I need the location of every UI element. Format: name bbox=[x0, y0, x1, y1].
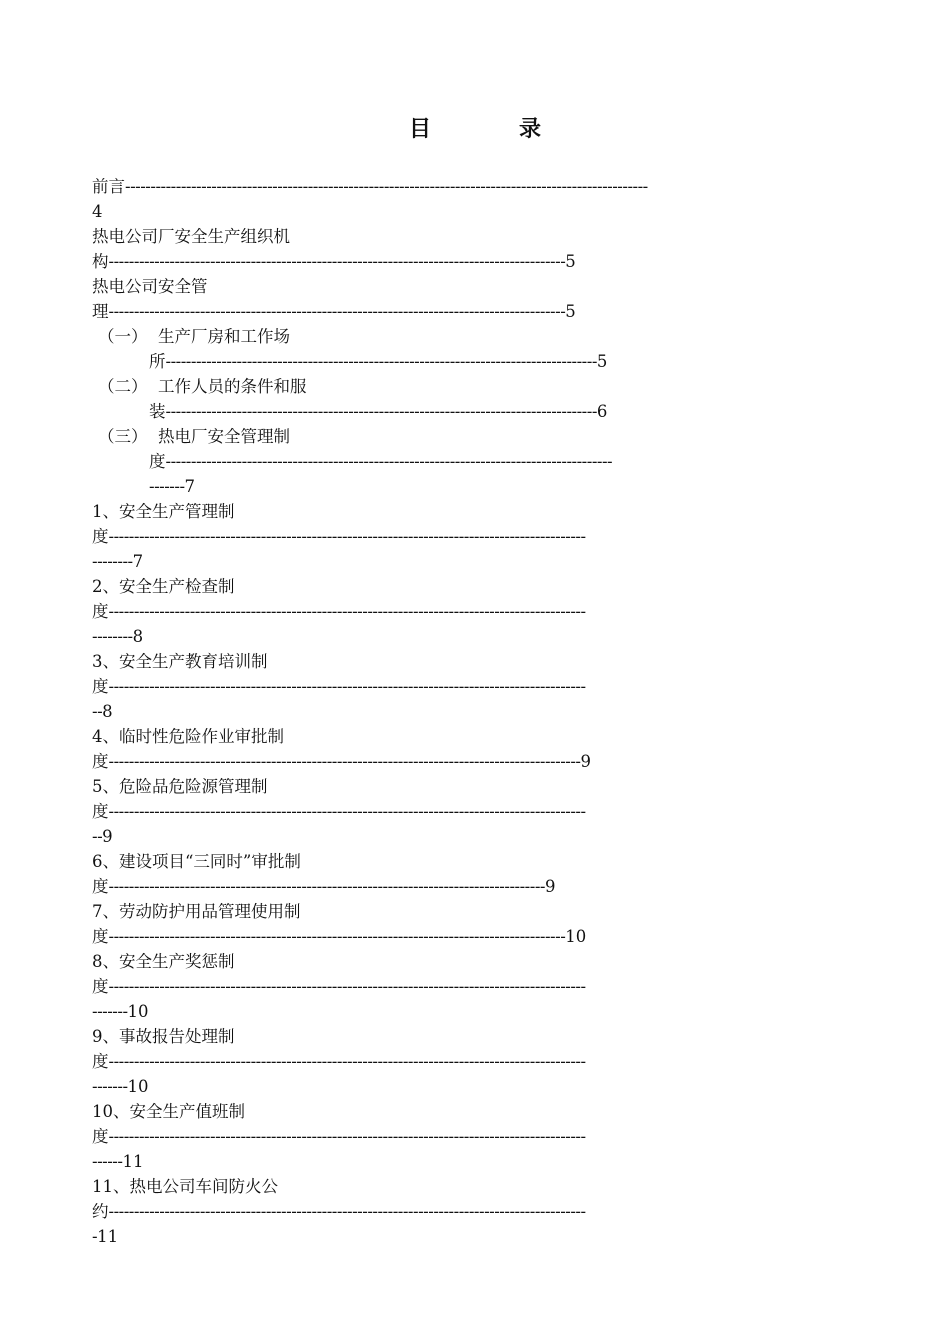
toc-entry-title: 4、临时性危险作业审批制 bbox=[92, 727, 284, 746]
leader-dots: ---------------------------------------------------------------------------------------------- bbox=[108, 1202, 586, 1221]
toc-entry-title: 热电厂安全管理制 bbox=[158, 427, 290, 446]
leader-dots: ---------------------------------------------------------------------------------------- bbox=[165, 452, 613, 471]
leader-dots: ---------------------------------------------------------------------------------------------- bbox=[108, 977, 586, 996]
toc-entry-title: 工作人员的条件和服 bbox=[158, 377, 307, 396]
leader-dots: ------ bbox=[92, 1152, 123, 1171]
toc-entry-title: 热电公司厂安全生产组织机 bbox=[92, 227, 290, 246]
toc-entry-9[interactable] bbox=[92, 1024, 862, 1049]
toc-entry-tail: 所 bbox=[149, 352, 166, 371]
toc-entry-tail: 度 bbox=[92, 877, 109, 896]
toc-page-number: 7 bbox=[184, 477, 196, 496]
toc-entry-tail: 度 bbox=[92, 1052, 109, 1071]
toc-entry-title: 6、建设项目“三同时”审批制 bbox=[92, 852, 301, 871]
toc-entry-3[interactable] bbox=[92, 649, 862, 674]
leader-dots: -------- bbox=[92, 552, 133, 571]
toc-entry-tail: 理 bbox=[92, 302, 109, 321]
leader-dots: ------- bbox=[149, 477, 185, 496]
toc-entry-tail: 度 bbox=[92, 602, 109, 621]
leader-dots: ------------------------------------------------------------------------------------- bbox=[165, 352, 597, 371]
leader-dots: - bbox=[92, 1227, 98, 1246]
toc-entry-tail: 度 bbox=[92, 752, 109, 771]
toc-page-number: 9 bbox=[102, 827, 113, 846]
toc-page-number: 4 bbox=[92, 202, 103, 221]
toc-entry-title: 9、事故报告处理制 bbox=[92, 1027, 235, 1046]
toc-entry-tail: 度 bbox=[92, 977, 109, 996]
toc-entry-tail: 构 bbox=[92, 252, 109, 271]
leader-dots: ------- bbox=[92, 1077, 128, 1096]
leader-dots: ------------------------------------------------------------------------------------------ bbox=[108, 302, 566, 321]
leader-dots: ------------------------------------------------------------------------------------------------------- bbox=[125, 177, 648, 196]
toc-page-number: 6 bbox=[596, 402, 608, 421]
toc-entry-tail: 度 bbox=[92, 1127, 109, 1146]
page-title bbox=[0, 112, 950, 143]
toc-entry-title: 5、危险品危险源管理制 bbox=[92, 777, 268, 796]
toc-entry-tail: 度 bbox=[92, 927, 109, 946]
leader-dots: -- bbox=[92, 702, 103, 721]
toc-entry-tail: 装 bbox=[149, 402, 166, 421]
toc-entry-4[interactable] bbox=[92, 724, 862, 749]
section-label: （三） bbox=[98, 427, 148, 446]
toc-page-number: 5 bbox=[565, 302, 576, 321]
toc-entry-tail: 度 bbox=[92, 677, 109, 696]
toc-entry-title: 热电公司安全管 bbox=[92, 277, 208, 296]
leader-dots: ---------------------------------------------------------------------------------------------- bbox=[108, 677, 586, 696]
leader-dots: ---------------------------------------------------------------------------------------------- bbox=[108, 1052, 586, 1071]
toc-entry-title: 生产厂房和工作场 bbox=[158, 327, 290, 346]
toc-page-number: 9 bbox=[580, 752, 591, 771]
toc-page-number: 11 bbox=[122, 1152, 144, 1171]
toc-entry-title: 3、安全生产教育培训制 bbox=[92, 652, 268, 671]
toc-entry-mgmt[interactable] bbox=[92, 274, 862, 299]
section-label: （一） bbox=[98, 327, 148, 346]
toc-entry-title: 前言 bbox=[92, 177, 125, 196]
leader-dots: ---------------------------------------------------------------------------------------------- bbox=[108, 602, 586, 621]
toc-entry-2[interactable] bbox=[92, 574, 862, 599]
leader-dots: --------------------------------------------------------------------------------------------- bbox=[108, 752, 581, 771]
toc-entry-5[interactable] bbox=[92, 774, 862, 799]
leader-dots: -- bbox=[92, 827, 103, 846]
leader-dots: ------------------------------------------------------------------------------------------ bbox=[108, 252, 566, 271]
toc-entry-s2[interactable] bbox=[92, 374, 862, 399]
leader-dots: ---------------------------------------------------------------------------------------------- bbox=[108, 527, 586, 546]
toc-page-number: 8 bbox=[132, 627, 144, 646]
title-char-2: 录 bbox=[519, 116, 542, 142]
toc-entry-tail: 度 bbox=[92, 802, 109, 821]
title-char-1: 目 bbox=[409, 116, 432, 142]
toc-entry-tail: 度 bbox=[92, 527, 109, 546]
toc-page-number: 9 bbox=[544, 877, 556, 896]
toc-entry-title: 2、安全生产检查制 bbox=[92, 577, 235, 596]
toc-page-number: 5 bbox=[596, 352, 608, 371]
leader-dots: ------- bbox=[92, 1002, 128, 1021]
toc-entry-s3[interactable] bbox=[92, 424, 862, 449]
leader-dots: ------------------------------------------------------------------------------------- bbox=[165, 402, 597, 421]
toc-entry-s1[interactable] bbox=[92, 324, 862, 349]
toc-entry-11[interactable] bbox=[92, 1174, 862, 1199]
table-of-contents bbox=[92, 174, 862, 1249]
leader-dots: ---------------------------------------------------------------------------------------------- bbox=[108, 1127, 586, 1146]
toc-entry-preface[interactable] bbox=[92, 174, 862, 199]
toc-page-number: 7 bbox=[132, 552, 144, 571]
toc-entry-title: 1、安全生产管理制 bbox=[92, 502, 235, 521]
toc-page-number: 10 bbox=[127, 1077, 149, 1096]
toc-entry-title: 7、劳动防护用品管理使用制 bbox=[92, 902, 301, 921]
toc-entry-org[interactable] bbox=[92, 224, 862, 249]
toc-page-number: 11 bbox=[97, 1227, 119, 1246]
toc-entry-title: 10、安全生产值班制 bbox=[92, 1102, 245, 1121]
toc-entry-title: 11、热电公司车间防火公 bbox=[92, 1177, 278, 1196]
toc-entry-7[interactable] bbox=[92, 899, 862, 924]
toc-entry-10[interactable] bbox=[92, 1099, 862, 1124]
toc-entry-8[interactable] bbox=[92, 949, 862, 974]
toc-page-number: 8 bbox=[102, 702, 113, 721]
toc-entry-title: 8、安全生产奖惩制 bbox=[92, 952, 235, 971]
leader-dots: -------- bbox=[92, 627, 133, 646]
toc-page-number: 10 bbox=[127, 1002, 149, 1021]
leader-dots: ---------------------------------------------------------------------------------------------- bbox=[108, 802, 586, 821]
toc-entry-6[interactable] bbox=[92, 849, 862, 874]
toc-entry-tail: 度 bbox=[149, 452, 166, 471]
leader-dots: -------------------------------------------------------------------------------------- bbox=[108, 877, 545, 896]
section-label: （二） bbox=[98, 377, 148, 396]
toc-page-number: 10 bbox=[565, 927, 587, 946]
toc-entry-1[interactable] bbox=[92, 499, 862, 524]
toc-page-number: 5 bbox=[565, 252, 576, 271]
toc-entry-tail: 约 bbox=[92, 1202, 109, 1221]
leader-dots: ------------------------------------------------------------------------------------------ bbox=[108, 927, 566, 946]
